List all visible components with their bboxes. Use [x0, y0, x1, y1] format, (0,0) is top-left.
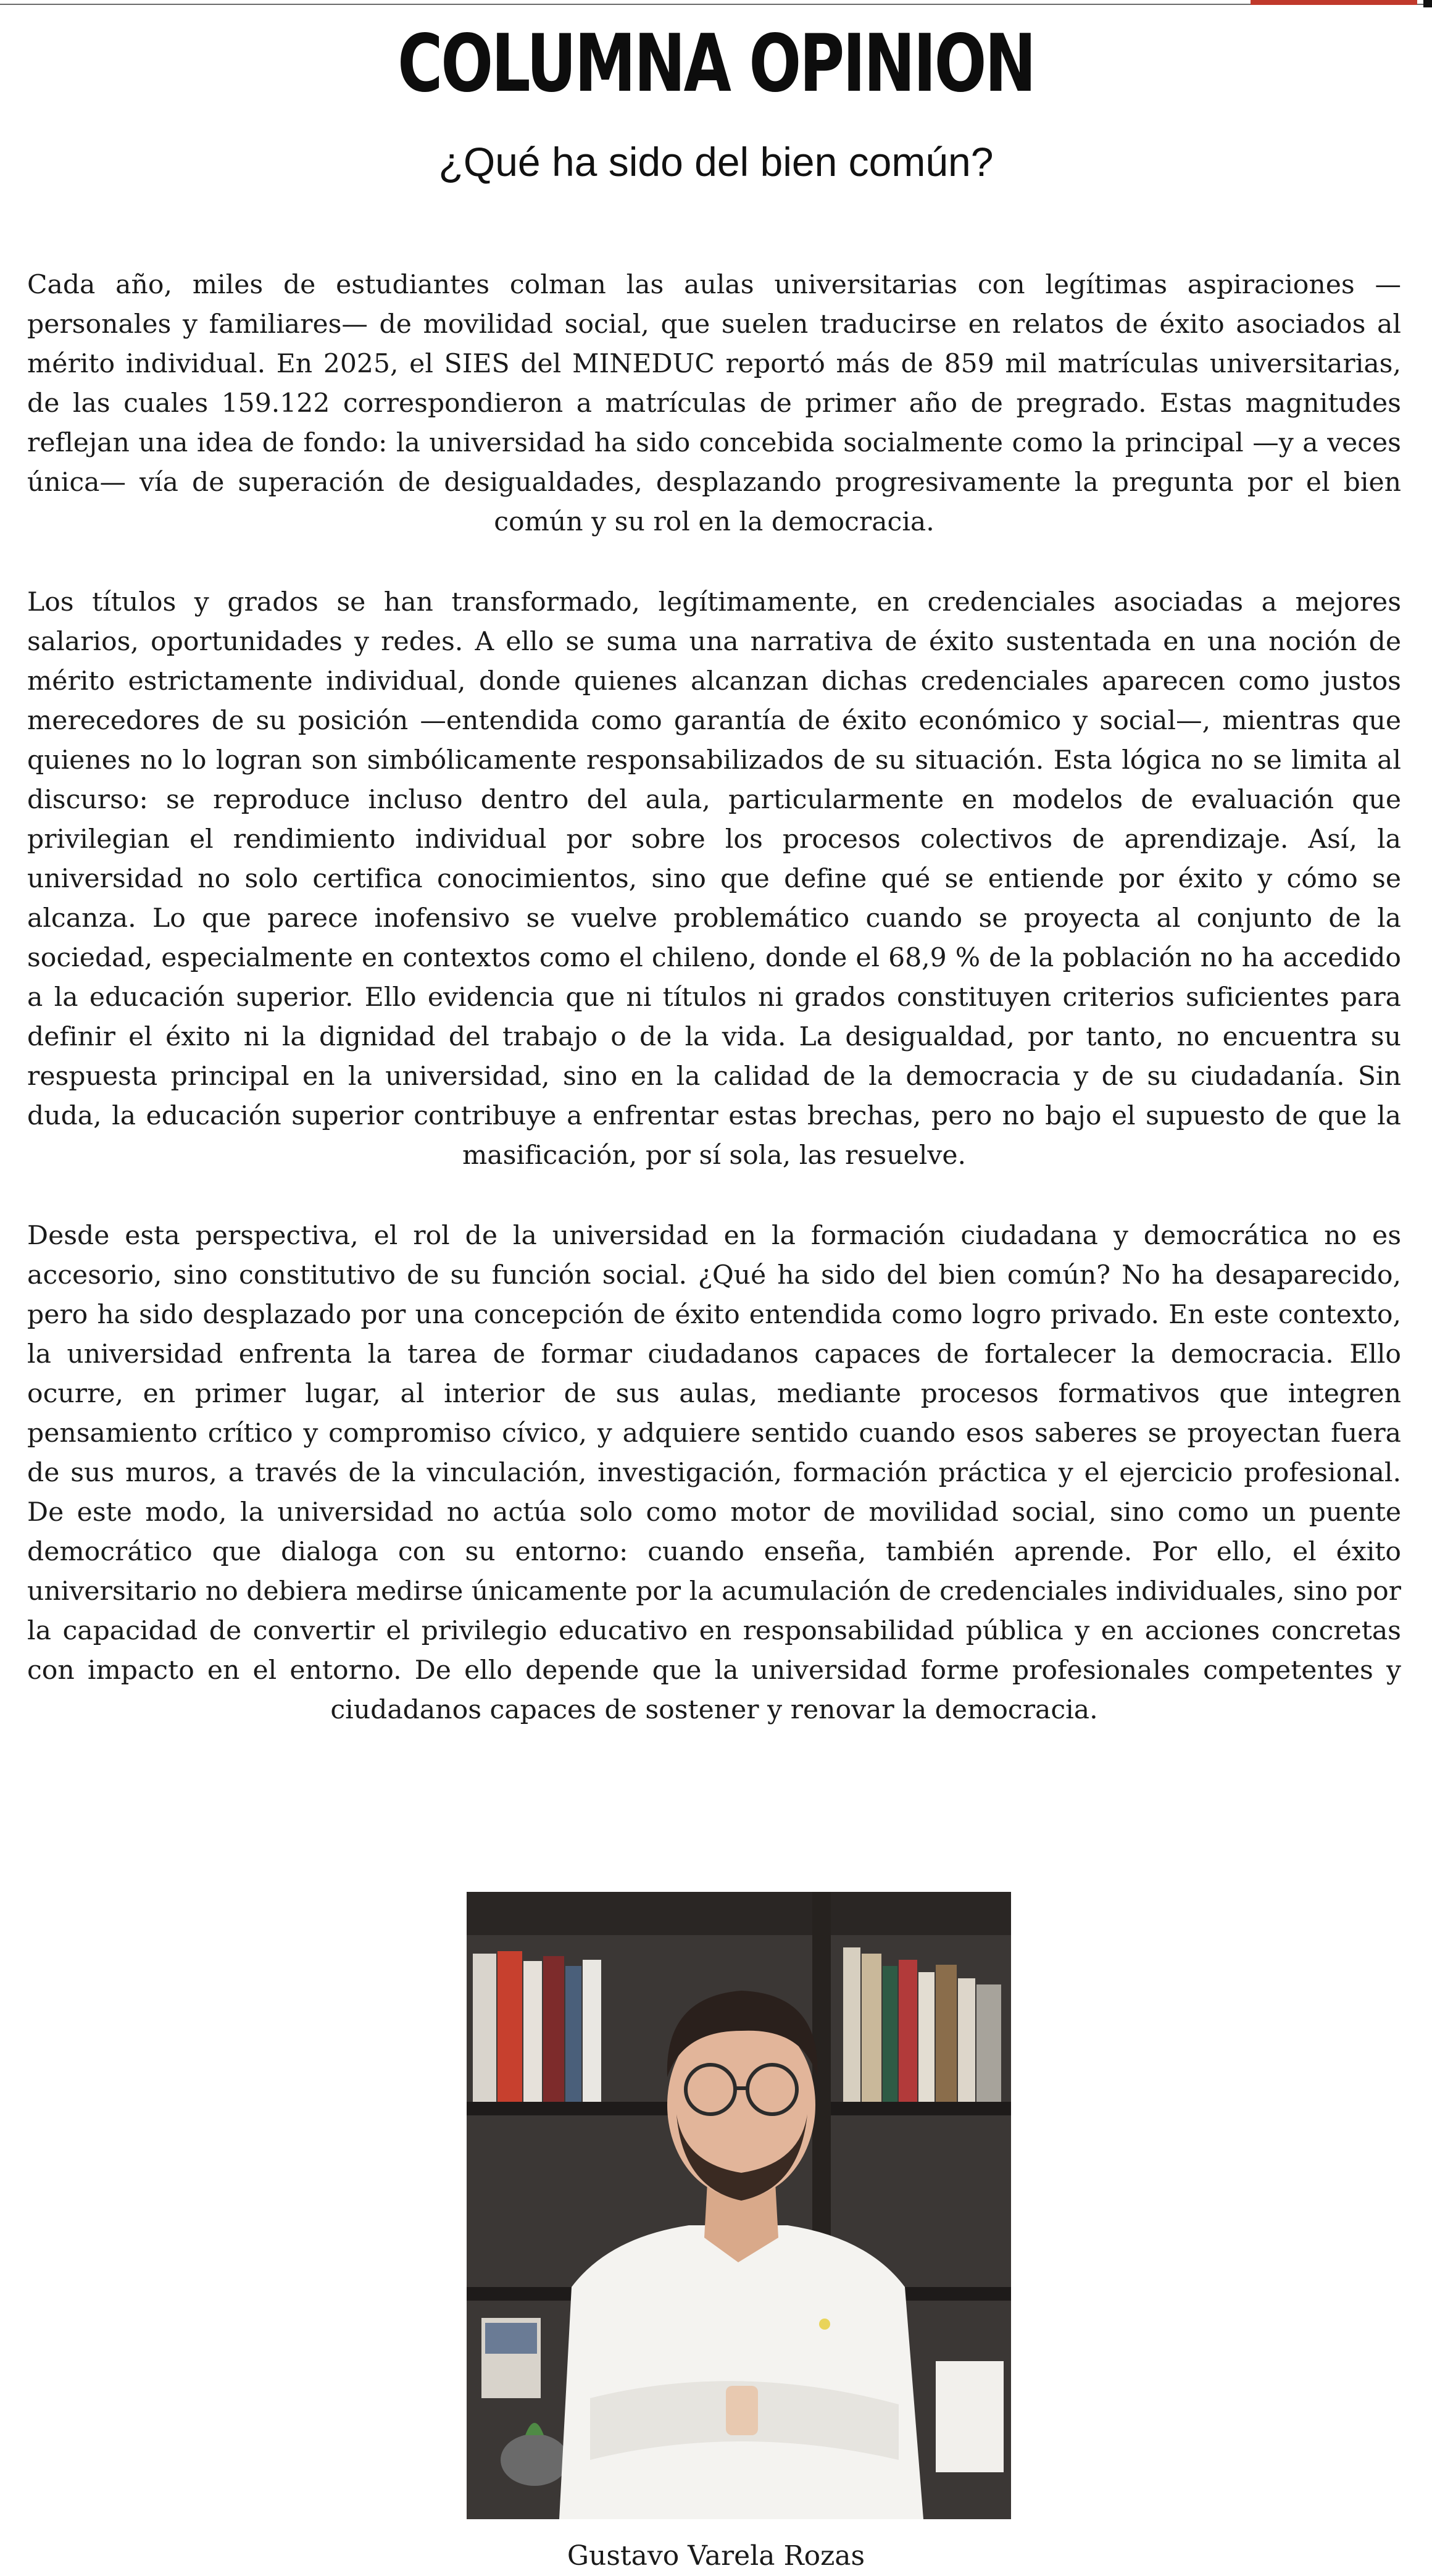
section-title: COLUMNA OPINION — [398, 18, 1034, 110]
author-name: Gustavo Varela Rozas — [567, 2540, 865, 2572]
article-paragraph: Desde esta perspectiva, el rol de la universidad en la formación ciudadana y democrática no es accesorio, sino constitutivo de su función social. ¿Qué ha sido del bien común? No ha desaparecido, pero ha sido desplazado por una concepción de éxito entendida como logro privado. En este contexto, la universidad enfrenta la tarea de formar ciudadanos capaces de fortalecer la democracia. Ello ocurre, en primer lugar, al interior de sus aulas, mediante procesos formativos que integren pensamiento crítico y compromiso cívico, y adquiere sentido cuando esos saberes se proyectan fuera de sus muros, a través de la vinculación, investigación, formación práctica y el ejercicio profesional. De este modo, la universidad no actúa solo como motor de movilidad social, sino como un puente democrático que dialoga con su entorno: cuando enseña, también aprende. Por ello, el éxito universitario no debiera medirse únicamente por la acumulación de credenciales individuales, sino por la capacidad de convertir el privilegio educativo en responsabilidad pública y en acciones concretas con impacto en el entorno. De ello depende que la universidad forme profesionales competentes y ciudadanos capaces de sostener y renovar la democracia. — [27, 1221, 1401, 1725]
top-accent-tab — [1251, 0, 1417, 5]
author-photo — [467, 1892, 1011, 2519]
article-body — [27, 266, 1401, 1771]
article-paragraph: Cada año, miles de estudiantes colman las aulas universitarias con legítimas aspiraciones —personales y familiares— de movilidad social, que suelen traducirse en relatos de éxito asociados al mérito individual. En 2025, el SIES del MINEDUC reportó más de 859 mil matrículas universitarias, de las cuales 159.122 correspondieron a matrículas de primer año de pregrado. Estas magnitudes reflejan una idea de fondo: la universidad ha sido concebida socialmente como la principal —y a veces única— vía de superación de desigualdades, desplazando progresivamente la pregunta por el bien común y su rol en la democracia. — [27, 270, 1401, 537]
author-portrait-icon — [467, 1892, 1011, 2519]
article-paragraph: Los títulos y grados se han transformado, legítimamente, en credenciales asociadas a mejores salarios, oportunidades y redes. A ello se suma una narrativa de éxito sustentada en una noción de mérito estrictamente individual, donde quienes alcanzan dichas credenciales aparecen como justos merecedores de su posición —entendida como garantía de éxito económico y social—, mientras que quienes no lo logran son simbólicamente responsabilizados de su situación. Esta lógica no se limita al discurso: se reproduce incluso dentro del aula, particularmente en modelos de evaluación que privilegian el rendimiento individual por sobre los procesos colectivos de aprendizaje. Así, la universidad no solo certifica conocimientos, sino que define qué se entiende por éxito y cómo se alcanza. Lo que parece inofensivo se vuelve problemático cuando se proyecta al conjunto de la sociedad, especialmente en contextos como el chileno, donde el 68,9 % de la población no ha accedido a la educación superior. Ello evidencia que ni títulos ni grados constituyen criterios suficientes para definir el éxito ni la dignidad del trabajo o de la vida. La desigualdad, por tanto, no encuentra su respuesta principal en la universidad, sino en la calidad de la democracia y de su ciudadanía. Sin duda, la educación superior contribuye a enfrentar estas brechas, pero no bajo el supuesto de que la masificación, por sí sola, las resuelve. — [27, 587, 1401, 1171]
column-header — [0, 18, 1432, 186]
article-headline: ¿Qué ha sido del bien común? — [438, 139, 994, 185]
top-rule — [0, 0, 1432, 5]
top-corner-mark — [1423, 0, 1432, 7]
